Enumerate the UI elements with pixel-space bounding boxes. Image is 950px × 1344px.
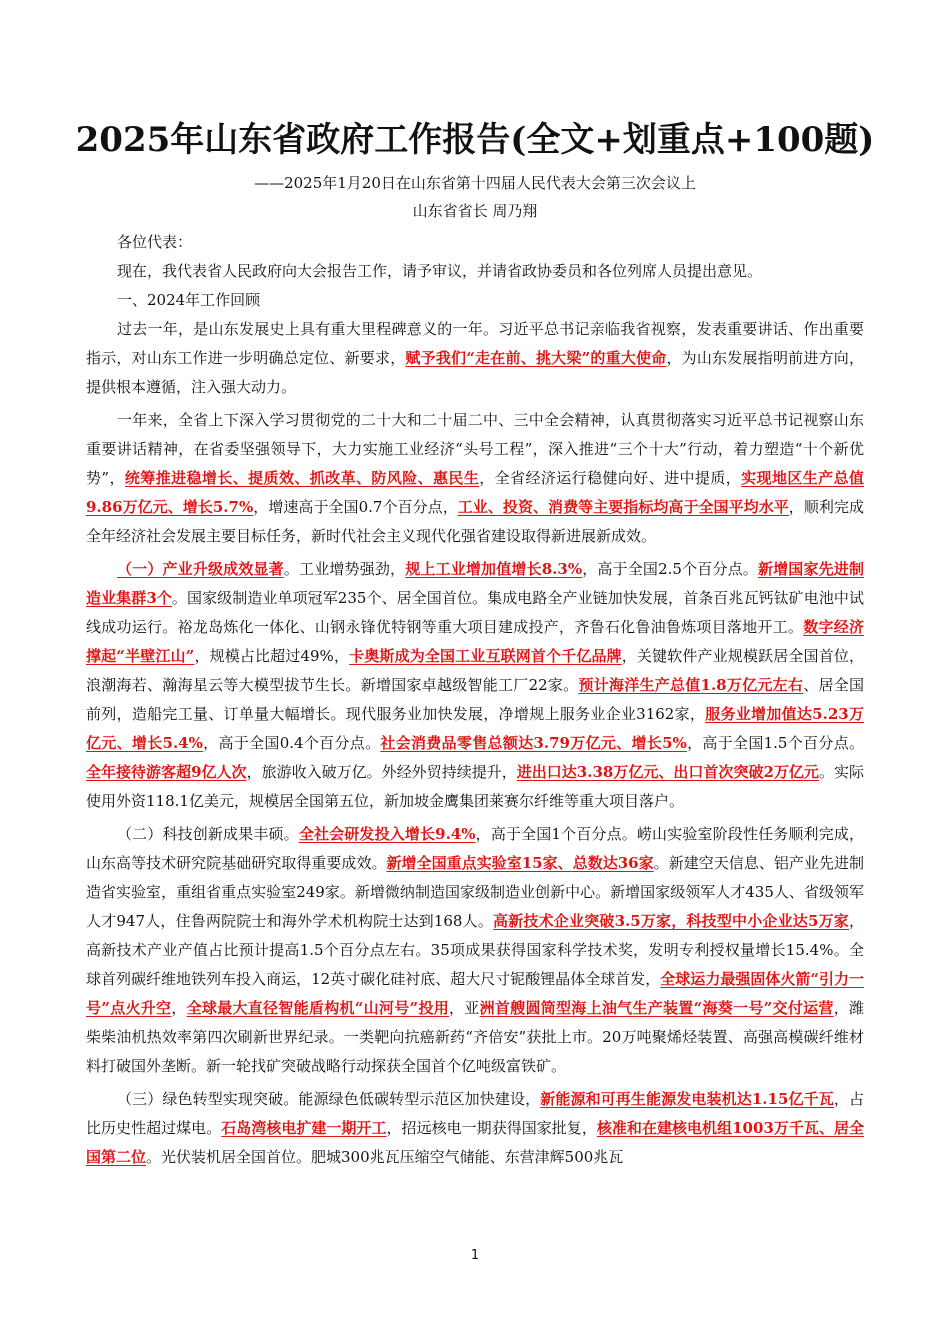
highlight-span: 全年接待游客超9亿人次 [86, 763, 247, 781]
highlight-span: 工业、投资、消费等主要指标均高于全国平均水平 [457, 498, 789, 516]
paragraph-intro [86, 257, 864, 286]
paragraph-green [86, 1085, 864, 1172]
text-span: 一、2024年工作回顾 [117, 291, 261, 309]
highlight-span: 卡奥斯成为全国工业互联网首个千亿品牌 [349, 647, 622, 665]
text-span: ，占比历史性超过煤电。 [86, 1090, 864, 1137]
highlight-span: 新增国家先进制造业集群3个 [86, 560, 864, 607]
text-span: ，高于全国1个百分点。崂山实验室阶段性任务顺利完成，山东高等技术研究院基础研究取得重要成效。 [86, 825, 864, 872]
highlight-span: 进出口达3.38万亿元、出口首次突破2万亿元 [516, 763, 819, 781]
paragraph-greeting [86, 228, 864, 257]
highlight-span: 高新技术企业突破3.5万家，科技型中小企业达5万家 [493, 912, 849, 930]
page-title: 2025年山东省政府工作报告(全文+划重点+100题) [75, 120, 875, 160]
highlight-span: 赋予我们“走在前、挑大梁”的重大使命 [405, 349, 667, 367]
text-span: ，增速高于全国0.7个百分点， [253, 498, 458, 516]
highlight-span: 预计海洋生产总值1.8万亿元左右 [578, 676, 804, 694]
text-span: 。光伏装机居全国首位。肥城300兆瓦压缩空气储能、东营津辉500兆瓦 [146, 1148, 624, 1166]
paragraph-review [86, 315, 864, 402]
page-number: 1 [470, 1248, 480, 1263]
text-span: 。工业增势强劲， [283, 560, 406, 578]
highlight-span: 规上工业增加值增长8.3% [405, 560, 583, 578]
highlight-span: 统筹推进稳增长、提质效、抓改革、防风险、惠民生 [124, 469, 480, 487]
highlight-span: （一）产业升级成效显著 [117, 560, 284, 578]
highlight-span: 全球最大直径智能盾构机“山河号”投用 [186, 999, 450, 1017]
paragraph-technology [86, 820, 864, 1081]
highlight-span: 石岛湾核电扩建一期开工 [221, 1119, 387, 1137]
text-span: ， [171, 999, 187, 1017]
highlight-span: 全球运力最强固体火箭“引力一号”点火升空 [86, 970, 864, 1017]
highlight-span: 全社会研发投入增长9.4% [298, 825, 476, 843]
text-span: ，顺利完成全年经济社会发展主要目标任务，新时代社会主义现代化强省建设取得新进展新成效。 [86, 498, 864, 545]
text-span: （三）绿色转型实现突破。能源绿色低碳转型示范区加快建设， [117, 1090, 541, 1108]
text-span: ，高新技术产业产值占比预计提高1.5个百分点左右。35项成果获得国家科学技术奖，发明专利授权量增长15.4%。全球首列碳纤维地铁列车投入商运，12英寸碳化硅衬底、超大尺寸铌酸锂晶体全球首发， [86, 912, 864, 988]
text-span: 。新建空天信息、铝产业先进制造省实验室，重组省重点实验室249家。新增微纳制造国家级制造业创新中心。新增国家级领军人才435人、省级领军人才947人，住鲁两院院士和海外学术机构院士达到168人。 [86, 854, 864, 930]
highlight-span: 核准和在建核电机组1003万千瓦、居全国第二位 [86, 1119, 864, 1166]
highlight-span: 新能源和可再生能源发电装机达1.15亿千瓦 [540, 1090, 834, 1108]
text-span: ，高于全国0.4个百分点。 [202, 734, 381, 752]
text-span: ，为山东发展指明前进方向，提供根本遵循，注入强大动力。 [86, 349, 864, 396]
author-line: 山东省省长 周乃翔 [412, 202, 538, 220]
highlight-span: 数字经济撑起“半壁江山” [86, 618, 864, 665]
text-span: ，潍柴柴油机热效率第四次刷新世界纪录。一类靶向抗癌新药“齐倍安”获批上市。20万吨聚烯烃装置、高强高模碳纤维材料打破国外垄断。新一轮找矿突破战略行动探获全国首个亿吨级富铁矿。 [86, 999, 864, 1075]
text-span: 一年来，全省上下深入学习贯彻党的二十大和二十届二中、三中全会精神，认真贯彻落实习近平总书记视察山东重要讲话精神，在省委坚强领导下，大力实施工业经济“头号工程”，深入推进“三个十大”行动，着力塑造“十个新优势”， [86, 411, 864, 487]
text-span: ，高于全国1.5个百分点。 [686, 734, 864, 752]
text-span: 各位代表： [117, 233, 193, 251]
report-body [86, 228, 864, 1172]
text-span: 现在，我代表省人民政府向大会报告工作，请予审议，并请省政协委员和各位列席人员提出意见。 [117, 262, 763, 280]
text-span: 。国家级制造业单项冠军235个、居全国首位。集成电路全产业链加快发展，首条百兆瓦钙钛矿电池中试线成功运行。裕龙岛炼化一体化、山钢永锋优特钢等重大项目建成投产，齐鲁石化鲁油鲁炼项目落地开工。 [86, 589, 864, 636]
text-span: ，亚 [449, 999, 480, 1017]
section-heading [86, 286, 864, 315]
text-span: 。实际使用外资118.1亿美元，规模居全国第五位，新加坡金鹰集团莱赛尔纤维等重大项目落户。 [86, 763, 864, 810]
paragraph-industry [86, 555, 864, 816]
paragraph-overview [86, 406, 864, 551]
text-span: ，规模占比超过49%， [194, 647, 350, 665]
text-span: ，招远核电一期获得国家批复， [386, 1119, 597, 1137]
text-span: ，关键软件产业规模跃居全国首位，浪潮海若、瀚海星云等大模型拔节生长。新增国家卓越级智能工厂22家。 [86, 647, 864, 694]
text-span: 、居全国前列，造船完工量、订单量大幅增长。现代服务业加快发展，净增规上服务业企业3162家， [86, 676, 864, 723]
text-span: ，旅游收入破万亿。外经外贸持续提升， [246, 763, 517, 781]
text-span: （二）科技创新成果丰硕。 [117, 825, 299, 843]
page-subtitle: ——2025年1月20日在山东省第十四届人民代表大会第三次会议上 [254, 174, 696, 192]
text-span: ，高于全国2.5个百分点。 [582, 560, 758, 578]
highlight-span: 新增全国重点实验室15家、总数达36家 [386, 854, 654, 872]
text-span: 过去一年，是山东发展史上具有重大里程碑意义的一年。习近平总书记亲临我省视察，发表重要讲话、作出重要指示，对山东工作进一步明确总定位、新要求， [86, 320, 864, 367]
highlight-span: 服务业增加值达5.23万亿元、增长5.4% [86, 705, 864, 752]
highlight-span: 洲首艘圆筒型海上油气生产装置“海葵一号”交付运营 [479, 999, 834, 1017]
highlight-span: 实现地区生产总值9.86万亿元、增长5.7% [86, 469, 864, 516]
highlight-span: 社会消费品零售总额达3.79万亿元、增长5% [380, 734, 687, 752]
text-span: ，全省经济运行稳健向好、进中提质， [479, 469, 742, 487]
